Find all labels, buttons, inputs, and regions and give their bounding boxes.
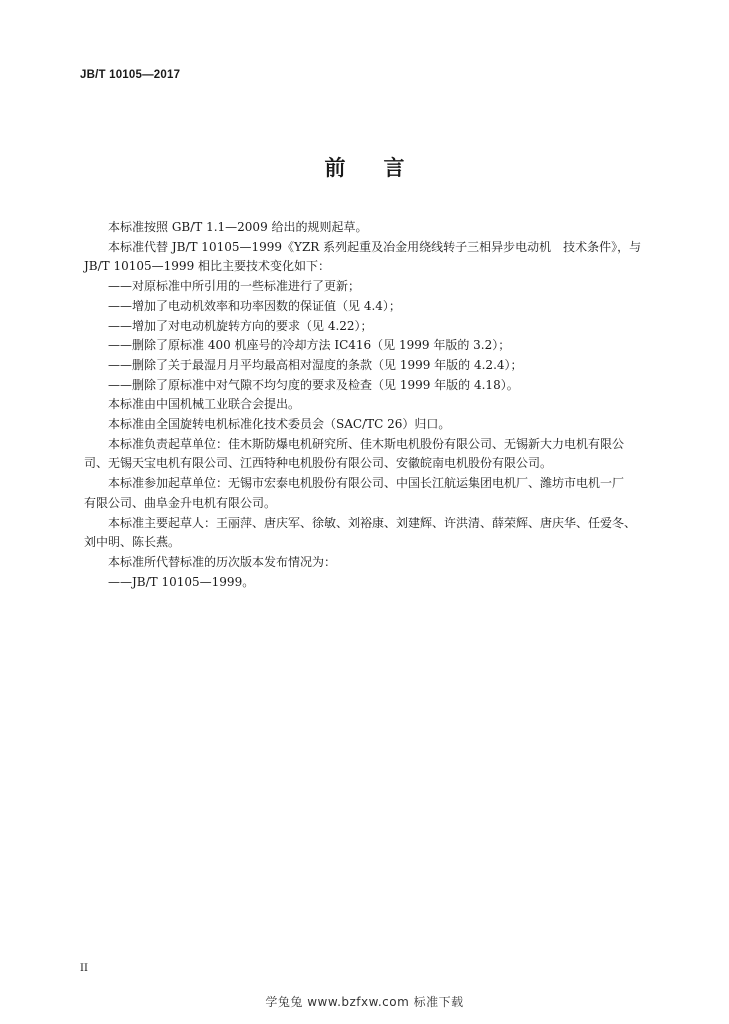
previous-edition-item: ——JB/T 10105—1999。 [108,574,255,589]
change-item: ——对原标准中所引用的一些标准进行了更新； [108,279,361,294]
paragraph-main-drafters-cont: 刘中明、陈长燕。 [84,535,181,550]
paragraph-participating-drafters-cont: 有限公司、曲阜金升电机有限公司。 [84,495,277,510]
change-item: ——删除了原标准中对气隙不均匀度的要求及检查（见 1999 年版的 4.18）。 [108,377,519,392]
standard-code: JB/T 10105—2017 [80,69,181,81]
paragraph-proposed-by: 本标准由中国机械工业联合会提出。 [108,397,301,412]
foreword-body [84,218,664,592]
watermark-text: 学兔兔 www.bzfxw.com 标准下载 [265,995,464,1009]
change-item: ——增加了对电动机旋转方向的要求（见 4.22）； [108,318,373,333]
paragraph-main-drafters: 本标准主要起草人：王丽萍、唐庆军、徐敏、刘裕康、刘建辉、许洪清、薛荣辉、唐庆华、任爱冬、 [108,515,637,530]
page-title: 前言 [324,155,443,180]
paragraph-participating-drafters: 本标准参加起草单位：无锡市宏泰电机股份有限公司、中国长江航运集团电机厂、潍坊市电机一厂 [108,476,625,491]
paragraph-responsible-drafters: 本标准负责起草单位：佳木斯防爆电机研究所、佳木斯电机股份有限公司、无锡新大力电机有限公 [108,436,625,451]
paragraph-responsible-drafters-cont: 司、无锡天宝电机有限公司、江西特种电机股份有限公司、安徽皖南电机股份有限公司。 [84,456,553,471]
change-item: ——删除了关于最湿月月平均最高相对湿度的条款（见 1999 年版的 4.2.4）； [108,357,523,372]
paragraph-replaces: 本标准代替 JB/T 10105—1999《YZR 系列起重及冶金用绕线转子三相异步电动机 技术条件》，与 [108,239,642,254]
paragraph-under-jurisdiction: 本标准由全国旋转电机标准化技术委员会（SAC/TC 26）归口。 [108,417,451,432]
paragraph-drafting-rules: 本标准按照 GB/T 1.1—2009 给出的规则起草。 [108,220,368,234]
page-number: II [80,963,88,974]
change-item: ——增加了电动机效率和功率因数的保证值（见 4.4）； [108,298,401,313]
change-item: ——删除了原标准 400 机座号的冷却方法 IC416（见 1999 年版的 3.2）； [108,338,511,353]
paragraph-replaces-cont: JB/T 10105—1999 相比主要技术变化如下： [84,259,331,274]
paragraph-previous-editions: 本标准所代替标准的历次版本发布情况为： [108,554,337,569]
